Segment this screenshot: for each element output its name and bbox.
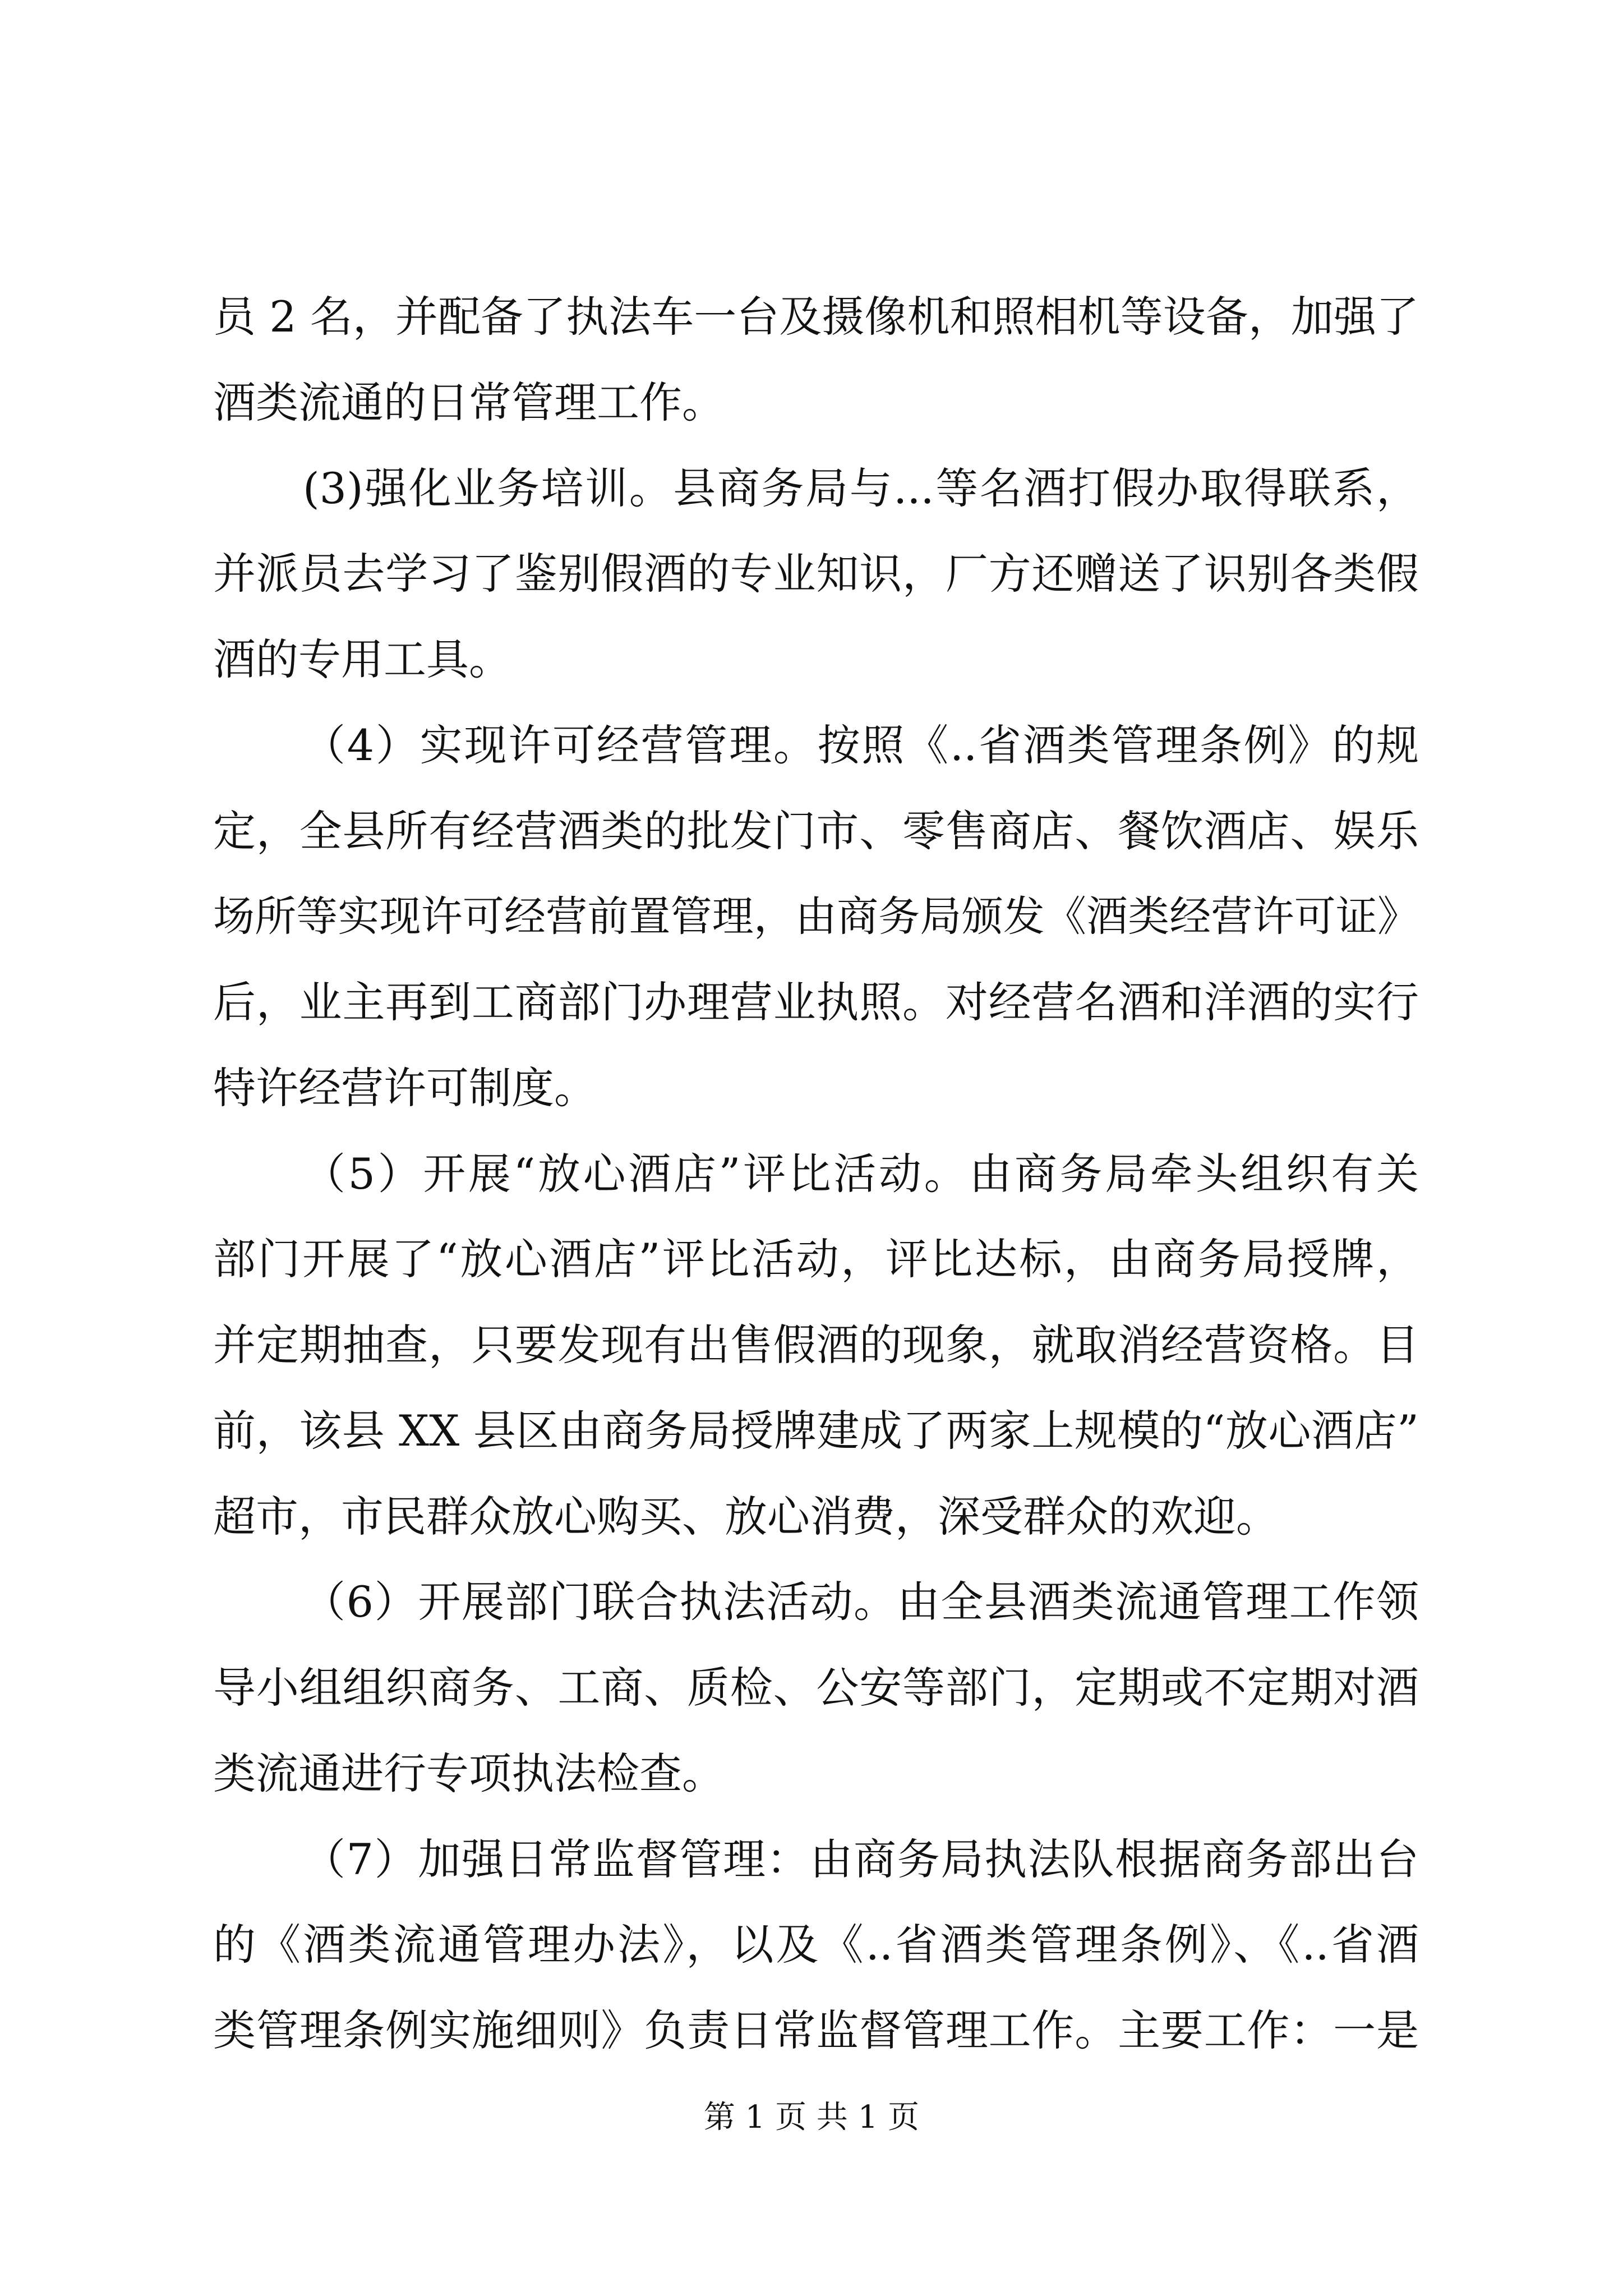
text-line: 部门开展了“放心酒店”评比活动，评比达标，由商务局授牌，: [213, 1234, 1419, 1285]
page-footer: 第 1 页 共 1 页: [703, 2099, 920, 2136]
text-line: 类流通进行专项执法检查。: [213, 1748, 725, 1798]
text-line: 的《酒类流通管理办法》，以及《..省酒类管理条例》、《..省酒: [213, 1920, 1419, 1970]
text-line: 酒的专用工具。: [213, 634, 511, 684]
text-line: 定，全县所有经营酒类的批发门市、零售商店、餐饮酒店、娱乐: [213, 806, 1419, 856]
text-line: 后，业主再到工商部门办理营业执照。对经营名酒和洋酒的实行: [213, 977, 1419, 1027]
text-line: 场所等实现许可经营前置管理，由商务局颁发《酒类经营许可证》: [213, 892, 1419, 941]
text-line: 并定期抽查，只要发现有出售假酒的现象，就取消经营资格。目: [213, 1320, 1419, 1370]
paragraph-5-start: （5）开展“放心酒店”评比活动。由商务局牵头组织有关: [303, 1148, 1419, 1199]
text-line: 并派员去学习了鉴别假酒的专业知识，厂方还赠送了识别各类假: [213, 549, 1419, 599]
paragraph-6-start: （6）开展部门联合执法活动。由全县酒类流通管理工作领: [303, 1577, 1419, 1627]
text-line: 类管理条例实施细则》负责日常监督管理工作。主要工作：一是: [213, 2005, 1419, 2055]
text-line: 酒类流通的日常管理工作。: [213, 377, 725, 427]
text-line: 超市，市民群众放心购买、放心消费，深受群众的欢迎。: [213, 1491, 1279, 1542]
text-line: 特许经营许可制度。: [213, 1062, 597, 1113]
text-line: 前，该县 XX 县区由商务局授牌建成了两家上规模的“放心酒店”: [213, 1405, 1419, 1456]
paragraph-7-start: （7）加强日常监督管理：由商务局执法队根据商务部出台: [303, 1834, 1419, 1884]
paragraph-3-start: (3)强化业务培训。县商务局与...等名酒打假办取得联系，: [303, 463, 1419, 513]
paragraph-4-start: （4）实现许可经营管理。按照《..省酒类管理条例》的规: [303, 720, 1419, 770]
text-line: 员 2 名，并配备了执法车一台及摄像机和照相机等设备，加强了: [213, 292, 1419, 342]
text-line: 导小组组织商务、工商、质检、公安等部门，定期或不定期对酒: [213, 1663, 1419, 1713]
